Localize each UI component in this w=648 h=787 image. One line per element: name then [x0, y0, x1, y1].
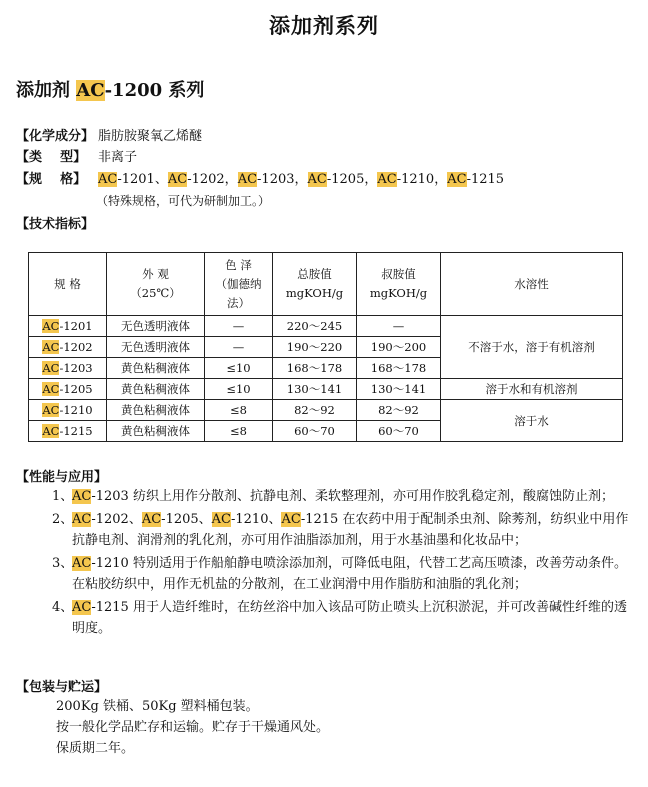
model-code: AC [72, 556, 92, 571]
item-text: -1205、 [161, 512, 212, 527]
cell-model [29, 337, 107, 358]
cell-color: ≤8 [205, 421, 273, 442]
separator: 、 [154, 172, 168, 187]
type-label: 【类 型】 [16, 150, 87, 165]
header-amine-line2: mgKOH/g [285, 286, 344, 300]
model-1205: -1205 [326, 172, 365, 187]
cell-appearance: 无色透明液体 [107, 316, 205, 337]
separator: ， [364, 172, 378, 187]
cell-solubility: 溶于水 [441, 400, 623, 442]
series-prefix: 添加剂 [16, 80, 77, 101]
packaging-line: 按一般化学品贮存和运输。贮存于干燥通风处。 [56, 720, 330, 735]
cell-tert-amine: — [357, 316, 441, 337]
cell-amine: 220～245 [273, 316, 357, 337]
cell-color: ≤10 [205, 379, 273, 400]
table-row [29, 400, 623, 421]
model-code: AC [42, 403, 60, 417]
cell-model [29, 358, 107, 379]
cell-color: ≤8 [205, 400, 273, 421]
type-value: 非离子 [98, 150, 138, 165]
cell-model [29, 400, 107, 421]
header-amine-line1: 总胺值 [297, 267, 332, 281]
cell-appearance: 黄色粘稠液体 [107, 379, 205, 400]
page-title: 添加剂系列 [269, 14, 379, 38]
series-code: AC [76, 80, 105, 101]
item-number: 4、 [52, 600, 74, 615]
application-list [52, 486, 638, 641]
header-appearance-line1: 外 观 [142, 267, 169, 281]
model-number: -1202 [59, 340, 93, 354]
list-item [52, 597, 638, 639]
cell-tert-amine: 190～200 [357, 337, 441, 358]
cell-amine: 168～178 [273, 358, 357, 379]
header-color [205, 253, 273, 316]
spec-label: 【规 格】 [16, 172, 87, 187]
table-row [29, 379, 623, 400]
model-code: AC [72, 600, 92, 615]
separator: ， [294, 172, 308, 187]
series-suffix: -1200 系列 [104, 80, 205, 101]
cell-amine: 130～141 [273, 379, 357, 400]
cell-appearance: 黄色粘稠液体 [107, 421, 205, 442]
packaging-heading: 【包装与贮运】 [16, 680, 108, 695]
item-text: -1215 用于人造纤维时，在纺丝浴中加入该品可防止喷头上沉积淤泥，并可改善碱性纤维的透明度。 [72, 600, 627, 636]
model-code: AC [281, 512, 301, 527]
cell-solubility: 不溶于水，溶于有机溶剂 [441, 316, 623, 379]
model-code: AC [72, 512, 92, 527]
cell-amine: 190～220 [273, 337, 357, 358]
packaging-line: 保质期二年。 [56, 741, 135, 756]
model-code: AC [42, 340, 60, 354]
cell-tert-amine: 168～178 [357, 358, 441, 379]
spec-field [16, 171, 504, 189]
cell-amine: 82～92 [273, 400, 357, 421]
cell-model [29, 316, 107, 337]
header-tert-line1: 叔胺值 [381, 267, 416, 281]
model-code: AC [42, 424, 60, 438]
cell-model [29, 379, 107, 400]
model-1215: -1215 [466, 172, 505, 187]
model-1203: -1203 [257, 172, 295, 187]
item-text: -1202、 [91, 512, 142, 527]
tech-heading: 【技术指标】 [16, 217, 95, 232]
model-code: AC [141, 512, 162, 527]
cell-color: — [205, 316, 273, 337]
item-number: 3、 [52, 556, 74, 571]
model-code: AC [237, 172, 258, 187]
cell-solubility: 溶于水和有机溶剂 [441, 379, 623, 400]
item-text: -1203 纺织上用作分散剂、抗静电剂、柔软整理剂，亦可用作胶乳稳定剂，酸腐蚀防止剂； [91, 489, 614, 504]
model-number: -1205 [59, 382, 93, 396]
custom-spec-note: （特殊规格，可代为研制加工。） [96, 194, 271, 208]
header-solubility: 水溶性 [441, 253, 623, 316]
model-1201: -1201 [117, 172, 155, 187]
cell-color: ≤10 [205, 358, 273, 379]
header-appearance [107, 253, 205, 316]
packaging-lines [56, 696, 329, 759]
spec-models [98, 172, 504, 187]
cell-tert-amine: 60～70 [357, 421, 441, 442]
item-number: 2、 [52, 512, 74, 527]
cell-appearance: 黄色粘稠液体 [107, 400, 205, 421]
cell-tert-amine: 82～92 [357, 400, 441, 421]
cell-amine: 60～70 [273, 421, 357, 442]
model-code: AC [211, 512, 231, 527]
header-appearance-line2: （25℃） [130, 286, 181, 300]
table-row [29, 316, 623, 337]
model-number: -1201 [59, 319, 93, 333]
item-text: -1210 特别适用于作船舶静电喷涂添加剂，可降低电阻，代替工艺高压喷漆，改善劳动条件。在粘胶纺织中，用作无机盐的分散剂，在工业润滑中用作脂肪和油脂的乳化剂； [72, 556, 627, 592]
type-field [16, 149, 137, 167]
spec-table [28, 252, 623, 442]
cell-appearance: 无色透明液体 [107, 337, 205, 358]
list-item [52, 553, 638, 595]
model-code: AC [42, 361, 60, 375]
packaging-line: 200Kg 铁桶、50Kg 塑料桶包装。 [56, 699, 259, 714]
cell-tert-amine: 130～141 [357, 379, 441, 400]
separator: ， [224, 172, 238, 187]
header-tert-line2: mgKOH/g [369, 286, 428, 300]
header-tert-amine [357, 253, 441, 316]
model-1202: -1202 [187, 172, 225, 187]
list-item [52, 486, 638, 507]
model-code: AC [167, 172, 188, 187]
model-number: -1203 [59, 361, 93, 375]
model-code: AC [377, 172, 397, 187]
list-item [52, 509, 638, 551]
model-code: AC [42, 319, 60, 333]
header-color-line3: 法） [227, 295, 250, 310]
header-color-line2: （伽德纳 [215, 276, 262, 291]
header-color-line1: 色 泽 [225, 257, 252, 272]
separator: ， [434, 172, 448, 187]
item-text: -1215 在农药中用于配制杀虫剂、除莠剂，纺织业中用作抗静电剂、润滑剂的乳化剂，亦可用作油脂添加剂，用于水基油墨和化妆品中； [72, 512, 629, 548]
model-code: AC [447, 172, 467, 187]
header-spec: 规 格 [29, 253, 107, 316]
cell-model [29, 421, 107, 442]
table-header-row [29, 253, 623, 316]
item-text: -1210、 [231, 512, 282, 527]
model-code: AC [72, 489, 92, 504]
performance-heading: 【性能与应用】 [16, 470, 108, 485]
series-title [16, 76, 204, 102]
model-number: -1215 [59, 424, 93, 438]
model-code: AC [42, 382, 60, 396]
cell-color: — [205, 337, 273, 358]
model-1210: -1210 [396, 172, 435, 187]
header-amine [273, 253, 357, 316]
model-code: AC [307, 172, 327, 187]
composition-label: 【化学成分】 [16, 129, 95, 144]
composition-field [16, 128, 202, 146]
model-code: AC [98, 172, 118, 187]
composition-value: 脂肪胺聚氧乙烯醚 [98, 129, 203, 144]
item-number: 1、 [52, 489, 74, 504]
model-number: -1210 [59, 403, 93, 417]
cell-appearance: 黄色粘稠液体 [107, 358, 205, 379]
